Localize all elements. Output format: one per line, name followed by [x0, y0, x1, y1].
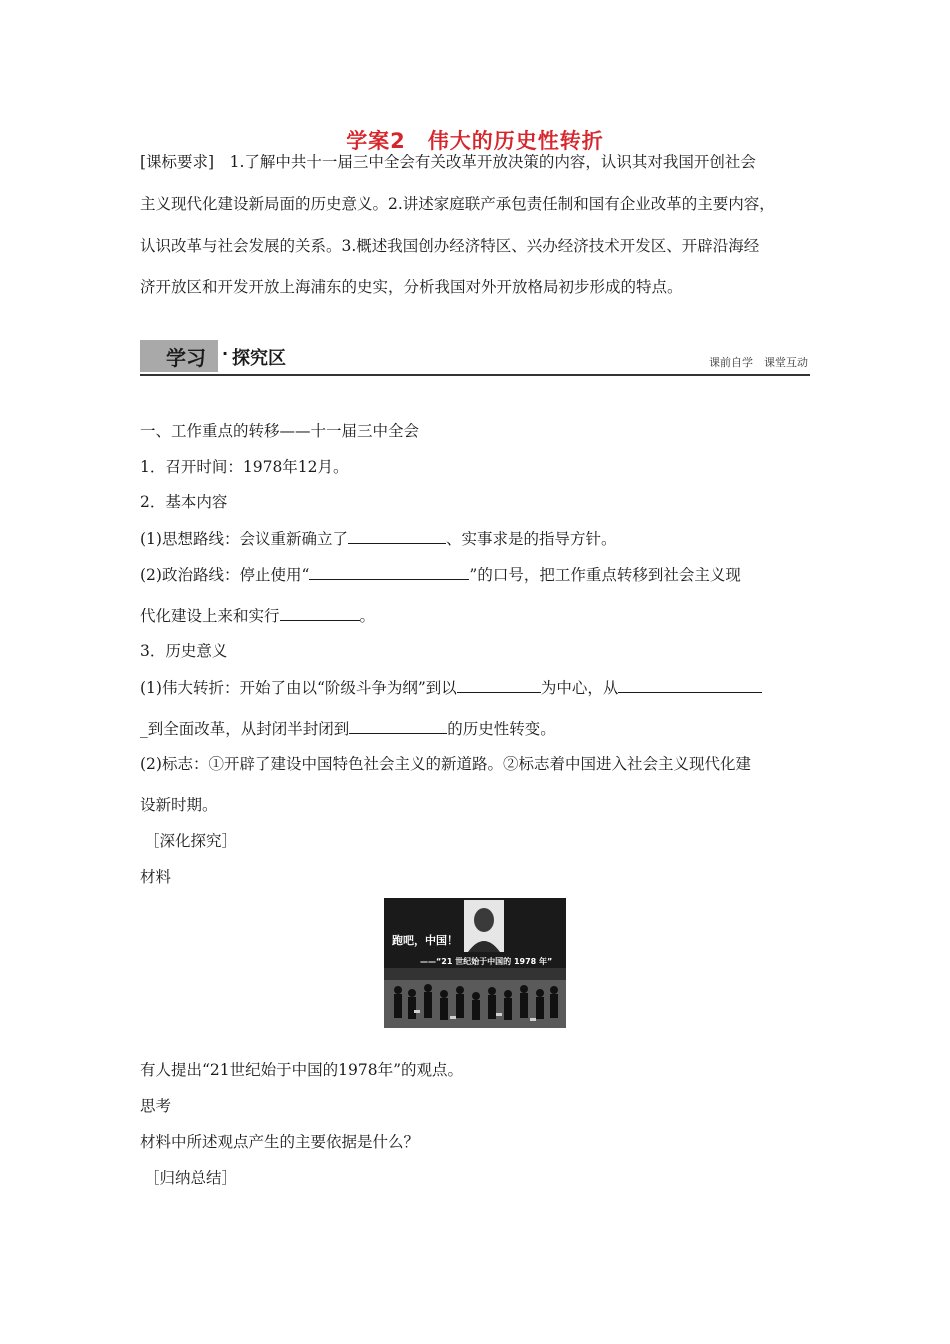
great-turn-mid: 为中心，从 [540, 679, 619, 697]
item-significance: 3．历史意义 [140, 642, 228, 660]
fill-blank-1[interactable] [348, 528, 446, 544]
material-caption: 有人提出“21世纪始于中国的1978年”的观点。 [140, 1061, 464, 1079]
great-turn-line-2 [140, 718, 556, 739]
political-line-post: ”的口号，把工作重点转移到社会主义现 [469, 566, 741, 584]
summary-heading: ［归纳总结］ [144, 1169, 238, 1187]
banner-main-label: 学习 [166, 346, 206, 370]
landmark-line-1: (2)标志：①开辟了建设中国特色社会主义的新道路。②标志着中国进入社会主义现代化建 [140, 755, 751, 773]
requirements-line-3: 认识改革与社会发展的关系。3.概述我国创办经济特区、兴办经济技术开发区、开辟沿海经 [140, 237, 760, 255]
requirements-line-1: [课标要求] 1.了解中共十一届三中全会有关改革开放决策的内容，认识其对我国开创社会 [140, 153, 756, 171]
deepen-heading: ［深化探究］ [144, 832, 238, 850]
landmark-line-2: 设新时期。 [140, 796, 218, 814]
historical-photo [384, 898, 566, 1028]
banner-sub-label: 探究区 [232, 348, 286, 369]
great-turn-pre: (1)伟大转折：开始了由以“阶级斗争为纲”到以 [140, 679, 457, 697]
ideological-line-post: 、实事求是的指导方针。 [445, 530, 617, 548]
photo-caption-subtitle: ——“21 世纪始于中国的 1978 年” [420, 957, 553, 966]
item-basic-content: 2．基本内容 [140, 493, 228, 511]
fill-blank-6[interactable] [349, 718, 447, 734]
ideological-line [140, 528, 616, 549]
think-label: 思考 [140, 1097, 172, 1115]
item-meeting-time: 1．召开时间：1978年12月。 [140, 458, 349, 476]
requirements-line-2: 主义现代化建设新局面的历史意义。2.讲述家庭联产承包责任制和国有企业改革的主要内容， [140, 195, 775, 213]
section-banner [140, 340, 810, 376]
political-line2-pre: 代化建设上来和实行 [140, 607, 280, 625]
think-question: 材料中所述观点产生的主要依据是什么？ [140, 1133, 420, 1151]
requirements-line-4: 济开放区和开发开放上海浦东的史实，分析我国对外开放格局初步形成的特点。 [140, 278, 683, 296]
great-turn-line [140, 677, 762, 698]
fill-blank-5[interactable] [618, 677, 762, 693]
page-title: 学案2 伟大的历史性转折 [346, 129, 604, 153]
ideological-line-pre: (1)思想路线：会议重新确立了 [140, 530, 348, 548]
political-line [140, 564, 741, 585]
fill-blank-3[interactable] [280, 605, 360, 621]
material-label: 材料 [140, 868, 172, 886]
political-line2-post: 。 [359, 607, 376, 625]
political-line-pre: (2)政治路线：停止使用“ [140, 566, 310, 584]
fill-blank-4[interactable] [457, 677, 541, 693]
political-line-2 [140, 605, 375, 626]
banner-right-label: 课前自学 课堂互动 [709, 356, 808, 369]
great-turn-line2-pre: _到全面改革，从封闭半封闭到 [140, 720, 350, 738]
great-turn-line2-post: 的历史性转变。 [447, 720, 556, 738]
fill-blank-2[interactable] [309, 564, 469, 580]
photo-caption-title: 跑吧，中国！ [392, 934, 458, 947]
section1-heading: 一、工作重点的转移——十一届三中全会 [140, 422, 420, 440]
banner-dot: · [222, 344, 229, 363]
